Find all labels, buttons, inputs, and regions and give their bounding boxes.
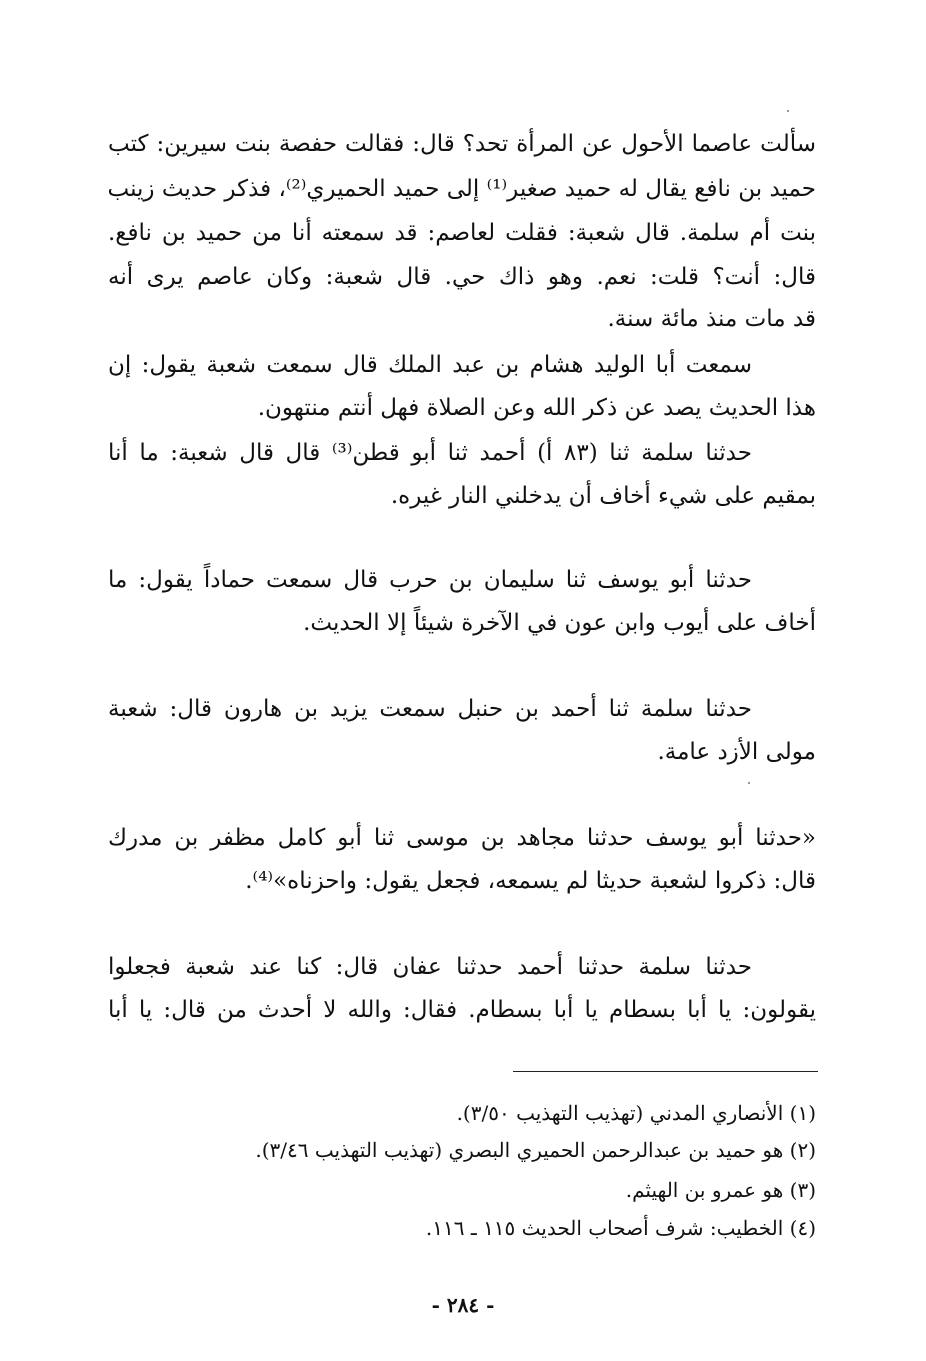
body-line: حدثنا سلمة ثنا (٨٣ أ) أحمد ثنا أبو قطن⁽³⁾ قال قال شعبة: ما أنا	[108, 440, 752, 466]
body-line: «حدثنا أبو يوسف حدثنا مجاهد بن موسى ثنا أبو كامل مظفر بن مدرك	[108, 825, 816, 851]
body-line: حدثنا سلمة حدثنا أحمد حدثنا عفان قال: كنا عند شعبة فجعلوا	[108, 954, 752, 980]
body-line: حميد بن نافع يقال له حميد صغير⁽¹⁾ إلى حميد الحميري⁽²⁾، فذكر حديث زينب	[108, 176, 816, 202]
footnote: (٤) الخطيب: شرف أصحاب الحديث ١١٥ ـ ١١٦.	[425, 1216, 816, 1240]
body-line: سألت عاصما الأحول عن المرأة تحد؟ قال: فقالت حفصة بنت سيرين: كتب	[108, 131, 816, 157]
body-line: مولى الأزد عامة.	[657, 739, 816, 765]
page-number: - ٢٨٤ -	[431, 1293, 495, 1317]
body-line: قال: ذكروا لشعبة حديثا لم يسمعه، فجعل يقول: واحزناه»⁽⁴⁾.	[245, 868, 816, 894]
footnote: (٣) هو عمرو بن الهيثم.	[625, 1178, 816, 1202]
body-line: قد مات منذ مائة سنة.	[607, 306, 816, 332]
body-line: هذا الحديث يصد عن ذكر الله وعن الصلاة فهل أنتم منتهون.	[257, 395, 816, 421]
scan-speck	[748, 782, 750, 784]
body-line: حدثنا أبو يوسف ثنا سليمان بن حرب قال سمعت حماداً يقول: ما	[108, 567, 752, 593]
body-line: بمقيم على شيء أخاف أن يدخلني النار غيره.	[390, 483, 816, 509]
body-line: يقولون: يا أبا بسطام يا أبا بسطام. فقال: والله لا أحدث من قال: يا أبا	[108, 997, 816, 1023]
footnote: (١) الأنصاري المدني (تهذيب التهذيب ٣/٥٠).	[456, 1101, 816, 1125]
body-line: بنت أم سلمة. قال شعبة: فقلت لعاصم: قد سمعته أنا من حميد بن نافع.	[108, 220, 816, 246]
body-line: قال: أنت؟ قلت: نعم. وهو ذاك حي. قال شعبة: وكان عاصم يرى أنه	[108, 264, 816, 290]
body-line: حدثنا سلمة ثنا أحمد بن حنبل سمعت يزيد بن هارون قال: شعبة	[108, 696, 752, 722]
body-line: سمعت أبا الوليد هشام بن عبد الملك قال سمعت شعبة يقول: إن	[108, 352, 752, 378]
footnote: (٢) هو حميد بن عبدالرحمن الحميري البصري (تهذيب التهذيب ٣/٤٦).	[255, 1138, 816, 1162]
body-line: أخاف على أيوب وابن عون في الآخرة شيئاً إلا الحديث.	[303, 610, 816, 636]
footnote-separator	[513, 1071, 818, 1072]
scan-speck	[787, 110, 789, 112]
